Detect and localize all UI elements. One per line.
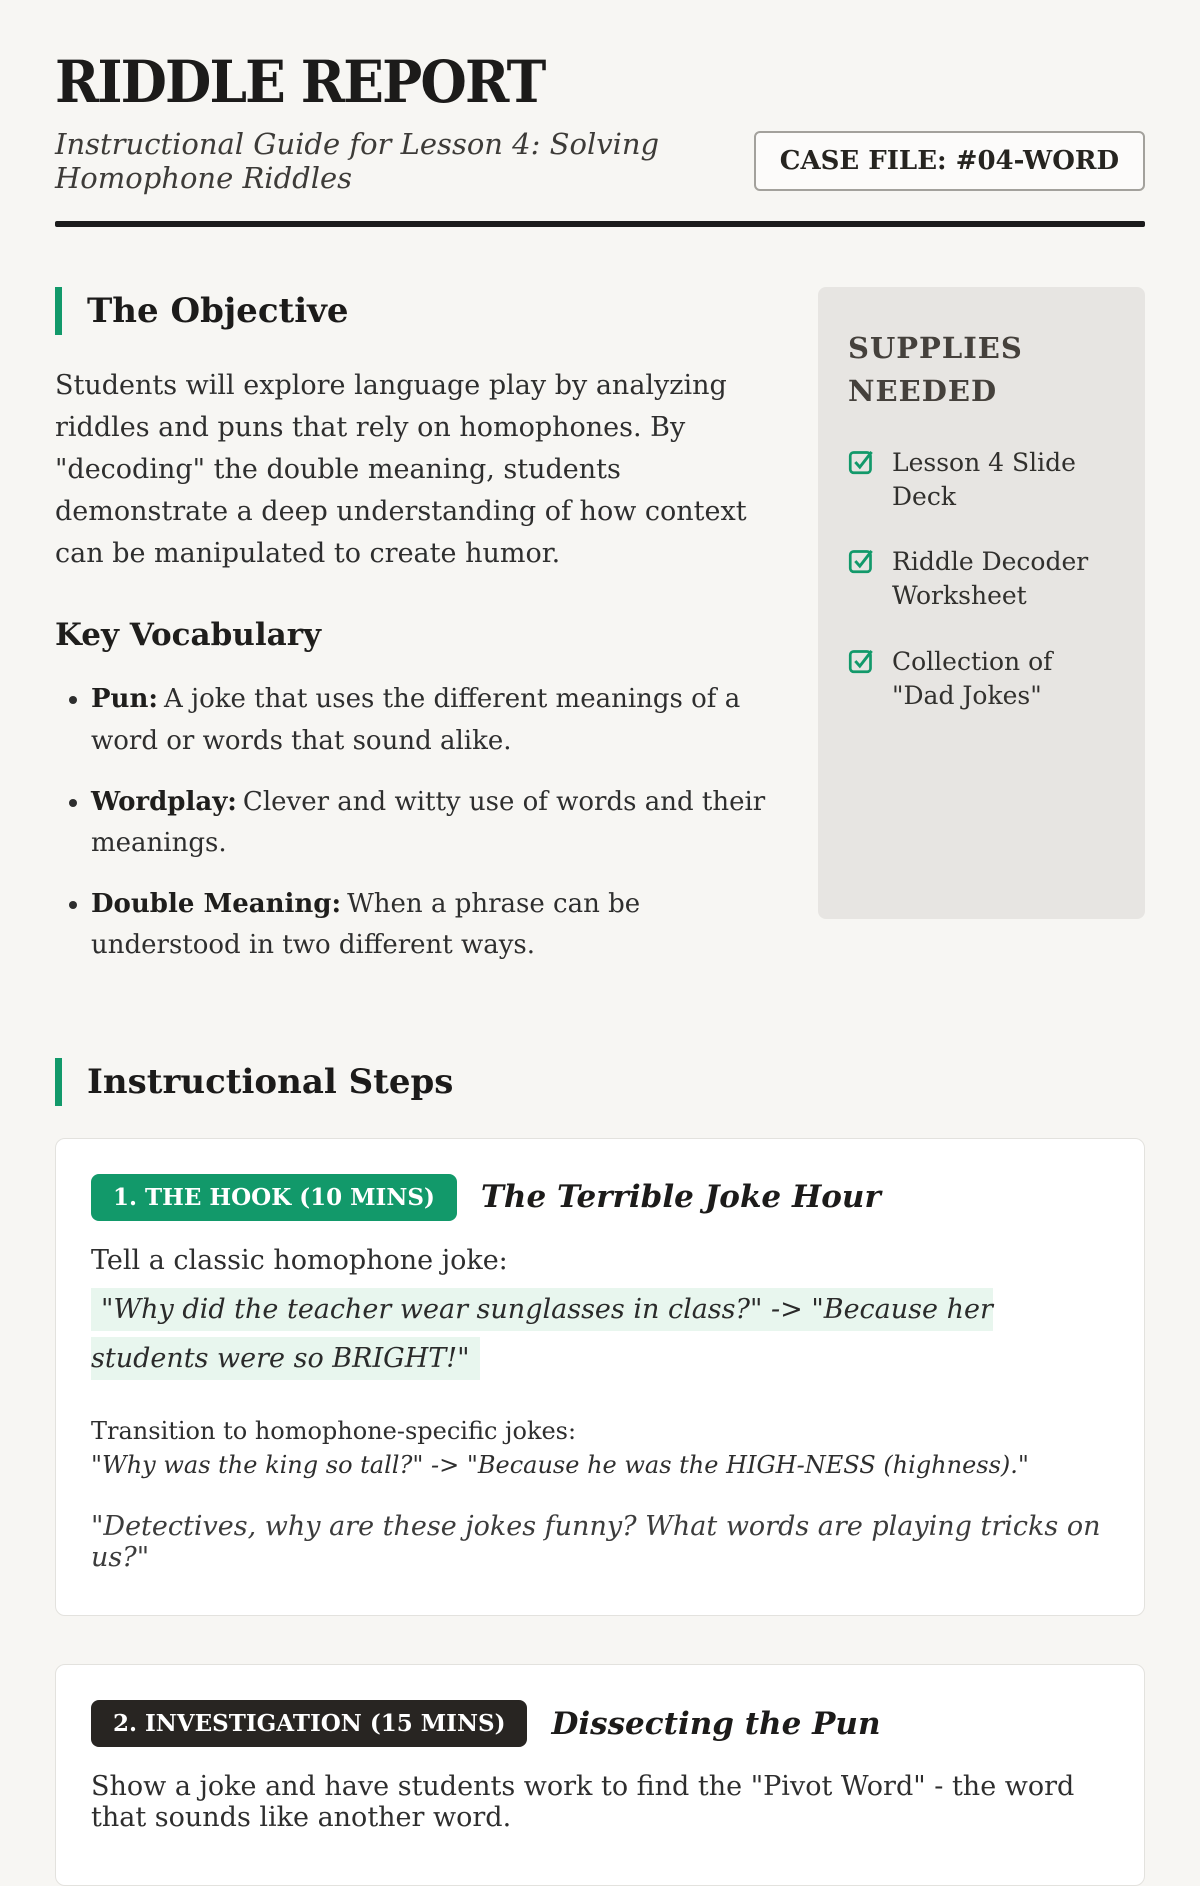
steps-heading: Instructional Steps (55, 1058, 1145, 1106)
objective-section (55, 287, 770, 986)
supplies-heading: SUPPLIES NEEDED (848, 330, 1023, 409)
vocab-term: Wordplay: (91, 786, 237, 817)
step-title: The Terrible Joke Hour (480, 1179, 881, 1216)
supplies-sidebar (818, 287, 1145, 919)
card-gap (55, 1616, 1145, 1632)
step-intro: Show a joke and have students work to find the "Pivot Word" - the word that sounds like another word. (91, 1771, 1075, 1834)
objective-heading: The Objective (55, 287, 770, 335)
list-item (91, 782, 770, 864)
transition-label: Transition to homophone-specific jokes: (91, 1417, 577, 1446)
vocab-term: Double Meaning: (91, 888, 342, 919)
step-intro: Tell a classic homophone joke: (91, 1244, 508, 1276)
supply-label: Lesson 4 Slide Deck (892, 447, 1076, 511)
closing-question-quote: "Detectives, why are these jokes funny? What words are playing tricks on us?" (91, 1511, 1101, 1574)
step-card-head (91, 1174, 1109, 1221)
supplies-sidebar-col (818, 287, 1145, 986)
supply-label: Riddle Decoder Worksheet (892, 547, 1089, 611)
step-card-head (91, 1700, 1109, 1747)
vocab-heading: Key Vocabulary (55, 617, 322, 654)
vocab-definition: Clever and witty use of words and their meanings. (91, 786, 766, 858)
objective-body: Students will explore language play by analyzing riddles and puns that rely on homophones. By "decoding" the double meaning, students demonstrate a deep understanding of how context can be manipulated to create humor. (55, 369, 747, 570)
header-titles (55, 48, 754, 195)
transition-joke-quote: "Why was the king so tall?" -> "Because he was the HIGH-NESS (highness)." (91, 1451, 1029, 1480)
vocab-list (55, 679, 770, 965)
checked-checkbox-icon[interactable] (848, 547, 875, 574)
step-badge: 2. INVESTIGATION (15 MINS) (91, 1700, 527, 1747)
checked-checkbox-icon[interactable] (848, 647, 875, 674)
instructional-steps-section (55, 1058, 1145, 1886)
list-item (848, 446, 1115, 514)
header-divider (55, 221, 1145, 227)
page-title: RIDDLE REPORT (55, 48, 545, 116)
list-item (848, 645, 1115, 713)
checked-checkbox-icon[interactable] (848, 448, 875, 475)
vocab-term: Pun: (91, 684, 158, 715)
list-item (848, 545, 1115, 613)
highlighted-joke-quote: "Why did the teacher wear sunglasses in class?" -> "Because her students were so BRIGHT!" (91, 1288, 993, 1380)
supply-label: Collection of "Dad Jokes" (892, 646, 1053, 710)
list-item (91, 679, 770, 761)
step-card-hook (55, 1138, 1145, 1616)
case-file-badge: CASE FILE: #04-WORD (754, 131, 1145, 191)
step-title: Dissecting the Pun (551, 1705, 881, 1742)
vocab-definition: When a phrase can be understood in two different ways. (91, 888, 641, 960)
step-badge: 1. THE HOOK (10 MINS) (91, 1174, 457, 1221)
step-card-investigation (55, 1664, 1145, 1886)
list-item (91, 884, 770, 966)
content-columns (55, 287, 1145, 986)
page-subtitle: Instructional Guide for Lesson 4: Solving Homophone Riddles (55, 126, 660, 195)
header (55, 48, 1145, 195)
vocab-definition: A joke that uses the different meanings of a word or words that sound alike. (91, 684, 741, 756)
